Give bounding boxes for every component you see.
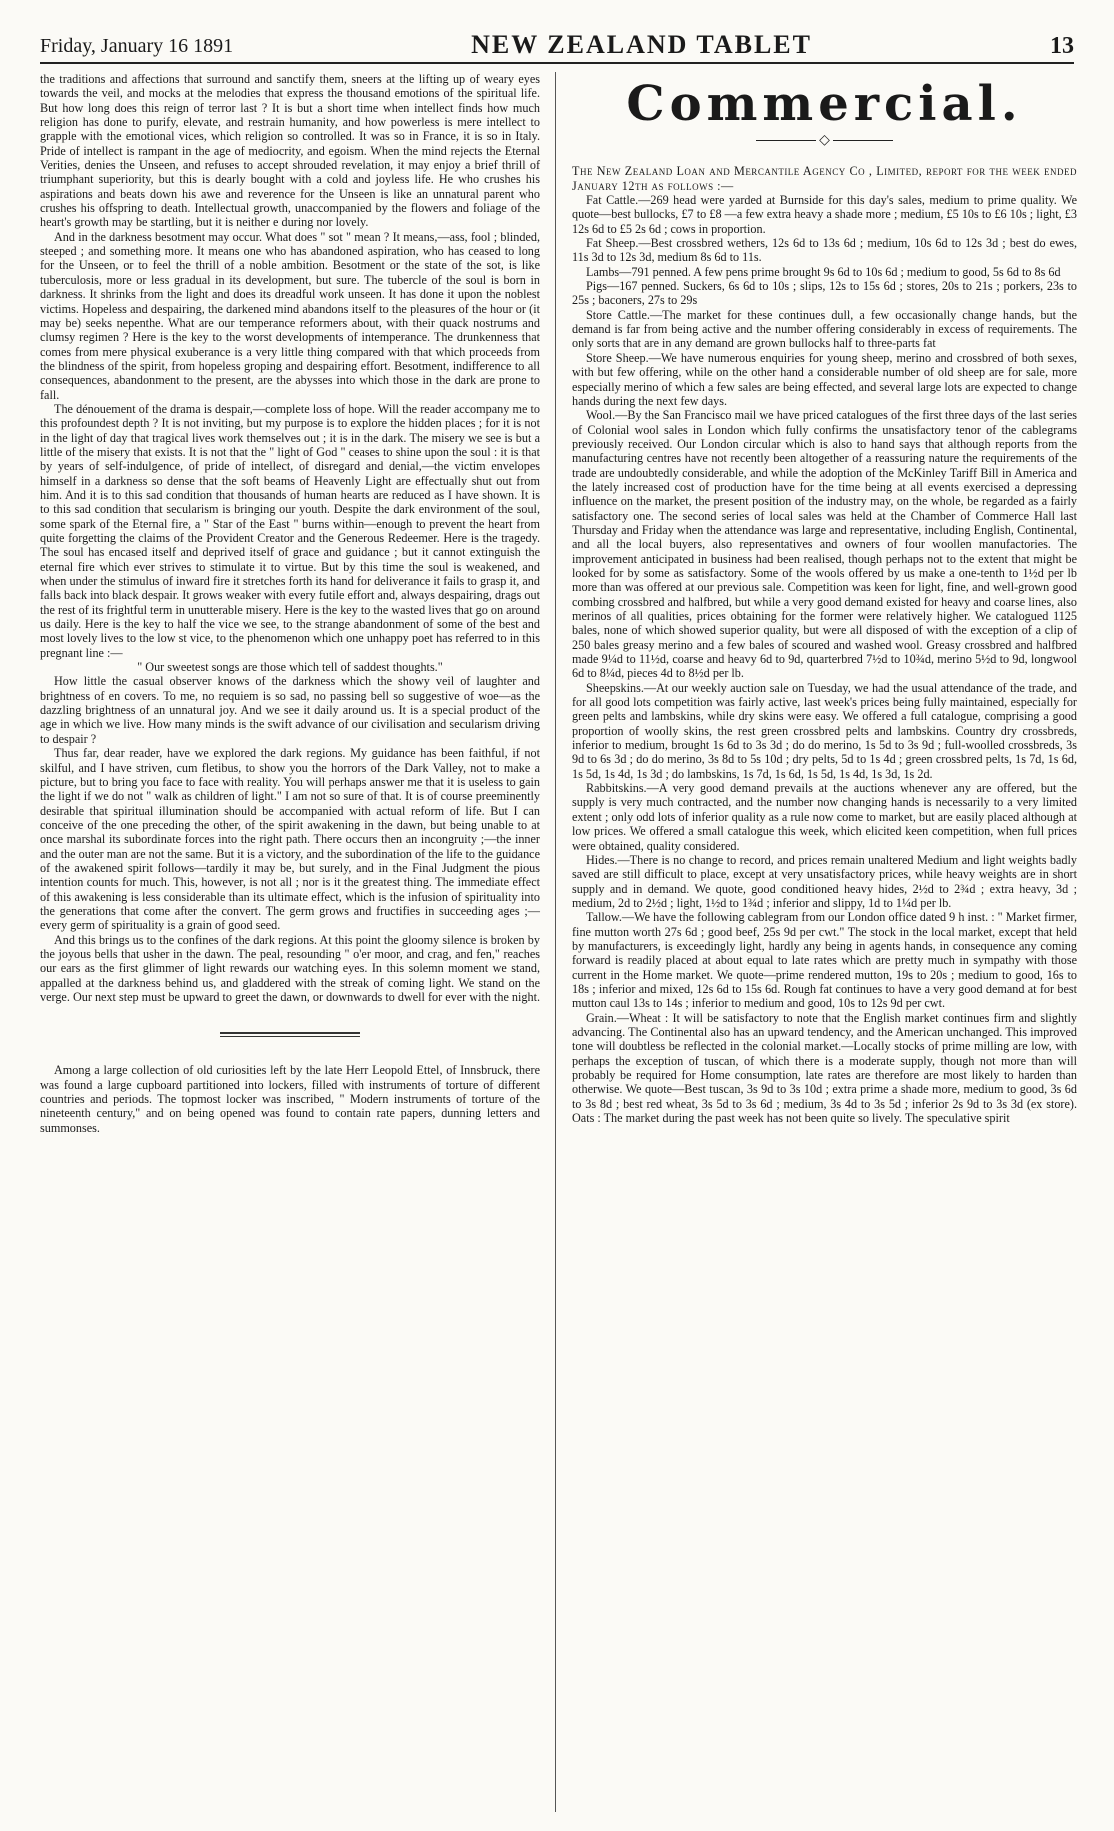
ornament-divider — [572, 134, 1077, 148]
market-report: Fat Sheep.—Best crossbred wethers, 12s 6d to 13s 6d ; medium, 10s 6d to 12s 3d ; best do ewes, 11s 3d to 12s 3d, medium 8s 6d to 11s. — [572, 236, 1077, 265]
market-report: Lambs—791 penned. A few pens prime brought 9s 6d to 10s 6d ; medium to good, 5s 6d to 8s 6d — [586, 264, 1061, 279]
diamond-icon: ◇ — [819, 133, 830, 148]
market-report: Hides.—There is no change to record, and prices remain unaltered Medium and light weights badly saved are still difficult to place, except at very unsatisfactory prices, while heavy weights are in short supply and in demand. We quote, good conditioned heavy hides, 2½d to 2¾d ; extra heavy, 3d ; medium, 2d to 2½d ; light, 1½d to 1¾d ; inferior and slippy, 1d to 1¼d per lb. — [572, 852, 1077, 910]
right-column — [572, 72, 1077, 1812]
page-number: 13 — [1050, 33, 1074, 59]
page-header — [40, 22, 1074, 64]
masthead-title: NEW ZEALAND TABLET — [471, 30, 812, 59]
article-paragraph: How little the casual observer knows of the darkness which the showy veil of laughter and brightness of en covers. To me, no requiem is so sad, no passing bell so suggestive of woe—as the dazzling brightness of an unnatural joy. And we see it daily around us. It is a special product of the age in which we live. How many minds is the swift advance of our civilisation and secularism driving to despair ? — [40, 674, 540, 746]
article-paragraph: And this brings us to the confines of the dark regions. At this point the gloomy silence is broken by the joyous bells that usher in the dawn. The peal, resounding " o'er moor, and crag, and fen," reaches our ears as the first glimmer of light rewards our watching eyes. In this solemn moment we stand, appalled at the darkness behind us, and gladdered with the streak of coming light. We stand on the verge. Our next step must be upward to greet the dawn, or downwards to dwell for ever with the night. — [40, 932, 541, 1004]
article-paragraph: the traditions and affections that surround and sanctify them, sneers at the lifting up of weary eyes towards the veil, and mocks at the melodies that express the thousand emotions of the spiritual life. But how long does this reign of terror last ? It is but a short time when intellect finds how much religion has done to purify, elevate, and restrain humanity, and how powerless is mere intellect to grapple with the emotional vices, which religion so controlled. It was so in France, it is so in Italy. Pride of intellect is rampant in the age of mediocrity, and egoism. When the mind rejects the Eternal Verities, denies the Unseen, and refuses to accept shrouded revelation, it may enjoy a brief thrill of triumphant superiority, but this is dearly bought with a cold and joyless life. He who crushes his aspirations and beats down his awe and reverence for the Unseen is like an unnatural parent who crushes his offspring to death. Intellectual growth, unaccompanied by the flowers and foliage of the heart's growth may be startling, but it is neither e during nor lovely. — [40, 72, 540, 230]
market-report: Wool.—By the San Francisco mail we have priced catalogues of the first three days of the last series of Colonial wool sales in London which fully confirms the unsatisfactory tenor of the cablegrams previously received. Our London circular which is also to hand says that although reports from the manufacturing centres have not recently been altogether of a reassuring nature the requirements of the trade are undoubtedly considerable, and while the adoption of the McKinley Tariff Bill in America and the lately increased cost of production have for the time being at all events exercised a depressing influence on the market, the present position of the industry may, on the whole, be regarded as a fairly satisfactory one. The second series of local sales was held at the Chamber of Commerce Hall last Thursday and Friday when the attendance was large and representative, including English, Continental, and all the local buyers, also representatives and owners of four woollen manufactories. The improvement anticipated in business had been realised, though perhaps not to the extent that might be looked for by some as satisfactory. Some of the wools offered by us make a one-tenth to 1½d per lb more than was offered at our previous sale. Competition was keen for light, fine, and well-grown good combing crossbred and halfbred, but while a very good demand existed for heavy and coarse lines, also merinos of all qualities, prices obtaining for the former were relatively higher. We catalogued 1125 bales, none of which showed superior quality, but were all disposed of with the exception of a clip of 250 bales greasy merino and a few bales of scoured and washed wool. Greasy crossbred and halfbred made 9¼d to 11½d, coarse and heavy 6d to 9d, quarterbred 7½d to 10¾d, merino 5½d to 9d, longwool 6d to 8¼d, pieces 4d to 8½d per lb. — [572, 408, 1077, 681]
commercial-heading: Commercial. — [626, 76, 1023, 132]
market-report: Store Sheep.—We have numerous enquiries for young sheep, merino and crossbred of both sexes, with but few offering, while on the other hand a considerable number of old sheep are for sale, more especially merino of which a few sales are being effected, and several large lots are expected to change hands during the next few days. — [572, 350, 1077, 408]
market-report: Rabbitskins.—A very good demand prevails at the auctions whenever any are offered, but the supply is very much contracted, and the number now changing hands is necessarily to a very limited extent ; only odd lots of inferior quality as a rule now come to market, but are easily placed although at low prices. We offered a small catalogue this week, which elicited keen competition, when full prices were obtained, quality considered. — [572, 781, 1077, 853]
market-report: Tallow.—We have the following cablegram from our London office dated 9 h inst. : " Market firmer, fine mutton worth 27s 6d ; good beef, 25s 9d per cwt." The stock in the local market, except that held by manufacturers, is exceedingly light, hardly any being in agents hands, in consequence any coming forward is readily placed at about equal to late rates which are pretty much in sympathy with those current in the Home market. We quote—prime rendered mutton, 19s to 20s ; medium to good, 16s to 18s ; inferior and mixed, 12s 6d to 15s 6d. Rough fat continues to have a very good demand at for best mutton caul 13s to 14s ; inferior to medium and good, 10s to 12s 9d per cwt. — [572, 910, 1077, 1011]
article-paragraph: The dénouement of the drama is despair,—complete loss of hope. Will the reader accompany me to this profoundest depth ? It is not inviting, but my purpose is to explore the hidden places ; for it is not in the light of day that tragical lives work themselves out ; it is in the dark. The misery we see is but a little of the misery that exists. It is not that the " light of God " ceases to shine upon the soul : it is that by years of self-indulgence, of pride of intellect, of disregard and denial,—the victim envelopes himself in a darkness so dense that the soft beams of Heavenly Light are effectually shut out from him. And it is to this sad condition that thousands of human hearts are reduced as I have shown. It is to this sad condition that secularism is bringing our youth. Despite the dark environment of the soul, some spark of the Eternal fire, a " Star of the East " burns within—enough to prevent the heart from quite forgetting the claims of the Provident Creator and the Generous Redeemer. Here is the tragedy. The soul has encased itself and deprived itself of grace and guidance ; but it cannot extinguish the eternal fire which ever strives to stimulate it to virtue. But by this time the soul is weakened, and when under the stimulus of inward fire it stretches forth its hand for deliverance it fails to grasp it, and falls back into black despair. It grows weaker with every futile effort and, always despairing, drags out the rest of its frightful term in unutterable misery. Here is the key to the wasted lives that go on around us daily. Here is the key to half the vice we see, to the strange abandonment of some of the best and most lovely lives to the low st vice, to the phenomenon which one unhappy poet has referred to in this pregnant line :— — [40, 401, 540, 660]
left-column — [40, 72, 540, 1812]
market-report: Grain.—Wheat : It will be satisfactory to note that the English market continues firm and slightly advancing. The Continental also has an upward tendency, and the American unchanged. This improved tone will doubtless be reflected in the colonial market.—Locally stocks of prime milling are low, with perhaps the exception of tuscan, of which there is a moderate supply, though not more than will probably be required for Home consumption, late rates are therefore are most likely to harden than otherwise. We quote—Best tuscan, 3s 9d to 3s 10d ; extra prime a shade more, medium to good, 3s 6d to 3s 8d ; best red wheat, 3s 5d to 3s 6d ; medium, 3s 4d to 3s 5d ; inferior 2s 9d to 3s 3d (ex store). Oats : The market during the past week has not been quite so lively. The speculative spirit — [572, 1010, 1077, 1126]
header-date: Friday, January 16 1891 — [40, 35, 234, 57]
news-note: Among a large collection of old curiosities left by the late Herr Leopold Ettel, of Innsbruck, there was found a large cupboard partitioned into lockers, filled with instruments of torture of different countries and periods. The topmost locker was inscribed, " Modern instruments of torture of the nineteenth century," and on being opened was found to contain rate papers, dunning letters and summonses. — [40, 1063, 540, 1135]
market-report: Pigs—167 penned. Suckers, 6s 6d to 10s ; slips, 12s to 15s 6d ; stores, 20s to 21s ; porkers, 23s to 25s ; baconers, 27s to 29s — [572, 279, 1077, 308]
market-report: Fat Cattle.—269 head were yarded at Burnside for this day's sales, medium to prime quality. We quote—best bullocks, £7 to £8 —a few extra heavy a shade more ; medium, £5 10s to £6 10s ; light, £3 12s 6d to £5 2s 6d ; cows in proportion. — [572, 193, 1077, 236]
article-paragraph: And in the darkness besotment may occur. What does " sot " mean ? It means,—ass, fool ; blinded, steeped ; and something more. It means one who has abandoned aspiration, who has ceased to long for the Unseen, or to feel the thrill of a noble ambition. Besotment or the state of the sot, is like tuberculosis, more or less gradual in its development, but sure. The tubercle of the soul is born in darkness. It shrinks from the light and does its dreadful work unseen. It has done it upon the noblest victims. Hopeless and despairing, the darkened mind abandons itself to the pleasures of the hour or (it may be) seeks nepenthe. What are our temperance reformers about, with their quack nostrums and clumsy regimen ? Here is the key to the worst developments of intemperance. The drunkenness that comes from mere physical exuberance is a very little thing compared with that which proceeds from the blindness of the spirit, from hopeless groping and despairing effort. Besotment, indifference to all consequences, abandonment to the present, are the abysses into which those in the dark are prone to fall. — [40, 229, 540, 402]
market-report: Store Cattle.—The market for these continues dull, a few occasionally change hands, but the demand is far from being active and the number offering considerably in excess of requirements. The only sorts that are in any demand are grown bullocks half to three-parts fat — [572, 307, 1077, 351]
commercial-lead: The New Zealand Loan and Mercantile Agency Co , Limited, report for the week ended January 12th as follows :— — [572, 164, 1077, 193]
section-divider — [220, 1032, 360, 1037]
article-paragraph: Thus far, dear reader, have we explored the dark regions. My guidance has been faithful, if not skilful, and I have striven, cum fletibus, to show you the horrors of the Dark Valley, not to make a picture, but to bring you face to face with reality. You will perhaps answer me that it is useless to gain the light if we do not " walk as children of light." I am not so sure of that. It is of course preeminently desirable that spiritual illumination should be accompanied with actual reform of life. But I can conceive of the one preceding the other, of the spirit awakening in the dawn, but being unable to at once marshal its subordinate forces into the right path. There occurs then an incongruity ;—the inner and the outer man are not the same. But it is a victory, and the subordination of the life to the guidance of the awakened spirit follows—tardily it may be, but surely, and in the Final Judgment the pious intention counts for much. This, however, is not all ; nor is it the greatest thing. The immediate effect of this awakening is less considerable than its ultimate effect, which is the infusion of spirituality into the generations that come after the convert. The germ grows and fructifies in succeeding ages ;—every germ of spirituality is a grain of good seed. — [40, 746, 540, 933]
market-report: Sheepskins.—At our weekly auction sale on Tuesday, we had the usual attendance of the trade, and for all good lots competition was fairly active, last week's prices being fully maintained, especially for green pelts and lambskins, while dry skins were easy. We offered a full catalogue, comprising a good proportion of woolly skins, the rest green crossbred pelts and lambskins. Country dry crossbreds, inferior to medium, brought 1s 6d to 3s 3d ; do do merino, 1s 5d to 3s 9d ; full-woolled crossbreds, 3s 9d to 6s 3d ; do do merino, 3s 8d to 5s 10d ; dry pelts, 5d to 1s 4d ; green crossbred pelts, 1s 7d, 1s 6d, 1s 5d, 1s 4d, 1s 3d ; do lambskins, 1s 7d, 1s 6d, 1s 5d, 1s 4d, 1s 3d, 1s 2d. — [572, 680, 1077, 781]
column-rule — [555, 72, 556, 1812]
quoted-verse: " Our sweetest songs are those which tell of saddest thoughts." — [137, 660, 443, 675]
